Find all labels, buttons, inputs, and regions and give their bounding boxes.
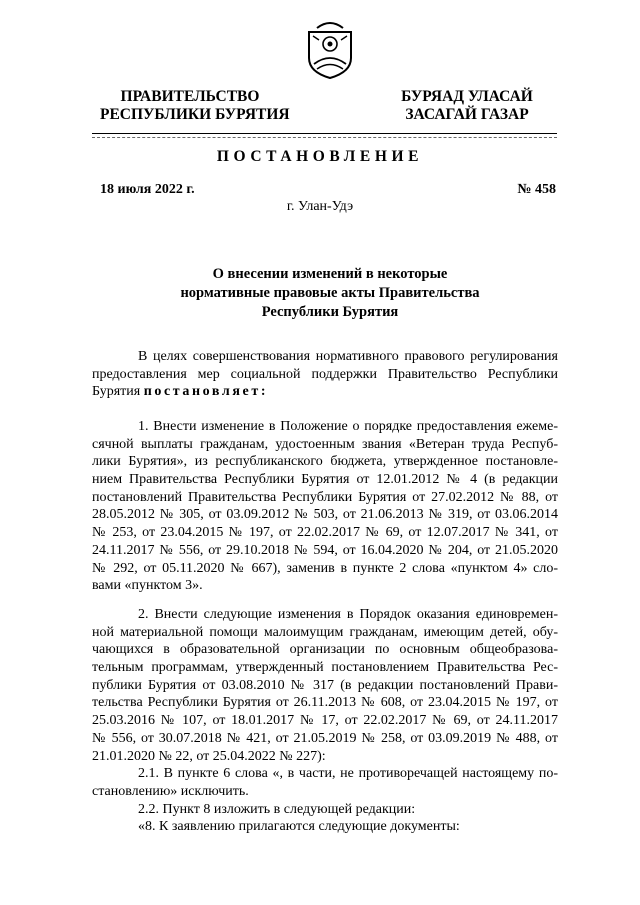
paragraph-line: вами «пунктом 3». (92, 578, 203, 594)
document-type: ПОСТАНОВЛЕНИЕ (216, 148, 424, 165)
document-date: 18 июля 2022 г. (100, 182, 195, 197)
intro-line: В целях совершенствования нормативного правового регулирования (138, 349, 558, 364)
paragraph-line: 28.05.2012 № 305, от 03.09.2012 № 503, от 21.06.2013 № 319, от 03.06.2014 (92, 507, 558, 523)
document-number: № 458 (517, 182, 556, 197)
government-name-line1: ПРАВИТЕЛЬСТВО (120, 88, 260, 105)
document-city: г. Улан-Удэ (286, 199, 354, 214)
government-name-buryat (392, 88, 542, 124)
subparagraph-2-2: 2.2. Пункт 8 изложить в следующей редакции: (138, 801, 416, 817)
intro-prefix: Бурятия (92, 384, 144, 400)
paragraph-line: ной материальной помощи малоимущим гражданам, имеющим детей, обу- (92, 624, 558, 640)
title-line: О внесении изменений в некоторые (212, 266, 448, 282)
paragraph-1 (92, 418, 558, 595)
paragraph-line: 21.01.2020 № 22, от 25.04.2022 № 227): (92, 748, 326, 764)
government-name-buryat-line2: ЗАСАГАЙ ГАЗАР (405, 106, 529, 123)
document-title (100, 265, 560, 322)
subparagraph-2-1-line: становлению» исключить. (92, 783, 249, 799)
paragraph-line: тельства Республики Бурятия от 26.11.2013 № 608, от 23.04.2015 № 197, от (92, 695, 558, 711)
paragraph-line: тельным программам, утвержденный постановлением Правительства Рес- (92, 660, 558, 676)
paragraph-line: чающихся в образовательной организации по основным общеобразова- (92, 642, 558, 658)
paragraph-line: 24.11.2017 № 556, от 29.10.2018 № 594, от 16.04.2020 № 204, от 21.05.2020 (92, 542, 558, 558)
paragraph-line: № 292, от 05.11.2020 № 667), заменив в пункте 2 слова «пунктом 4» сло- (92, 560, 558, 576)
paragraph-line: 2. Внести следующие изменения в Порядок оказания единовремен- (138, 607, 558, 622)
title-line: нормативные правовые акты Правительства (180, 285, 480, 301)
header-rule (92, 133, 557, 134)
paragraph-line: 25.03.2016 № 107, от 18.01.2017 № 17, от 22.02.2017 № 69, от 24.11.2017 (92, 713, 558, 729)
coat-of-arms-emblem (305, 18, 355, 80)
government-name-buryat-line1: БУРЯАД УЛАСАЙ (401, 88, 533, 105)
paragraph-line: № 253, от 23.04.2015 № 197, от 22.02.2017 № 69, от 12.07.2017 № 341, от (92, 525, 558, 541)
quoted-clause-8: «8. К заявлению прилагаются следующие документы: (138, 819, 460, 835)
resolves-word: постановляет: (143, 384, 269, 400)
paragraph-line: сячной выплаты гражданам, удостоенным звания «Ветеран труда Респуб- (92, 436, 558, 452)
paragraph-line: публики Бурятия от 03.08.2010 № 317 (в редакции постановлений Прави- (92, 677, 558, 693)
title-line: Республики Бурятия (261, 304, 399, 320)
subparagraph-2-1-line: 2.1. В пункте 6 слова «, в части, не противоречащей настоящему по- (138, 766, 558, 782)
paragraph-line: нием Правительства Республики Бурятия от 12.01.2012 № 4 (в редакции (92, 472, 558, 488)
intro-line: предоставления мер социальной поддержки Правительство Республики (92, 366, 558, 382)
header-rule-dashed (92, 137, 557, 138)
intro-paragraph (92, 348, 558, 401)
government-name-russian (100, 88, 290, 124)
government-name-line2: РЕСПУБЛИКИ БУРЯТИЯ (100, 106, 290, 123)
paragraph-line: постановлений Правительства Республики Бурятия от 27.02.2012 № 88, от (92, 489, 558, 505)
intro-line (92, 383, 558, 401)
paragraph-line: № 556, от 30.07.2018 № 421, от 21.05.2019 № 258, от 03.09.2019 № 488, от (92, 730, 558, 746)
paragraph-line: 1. Внести изменение в Положение о порядке предоставления ежеме- (138, 419, 558, 434)
paragraph-line: лики Бурятия», из республиканского бюджета, утвержденное постановле- (92, 454, 558, 470)
paragraph-2 (92, 606, 558, 836)
